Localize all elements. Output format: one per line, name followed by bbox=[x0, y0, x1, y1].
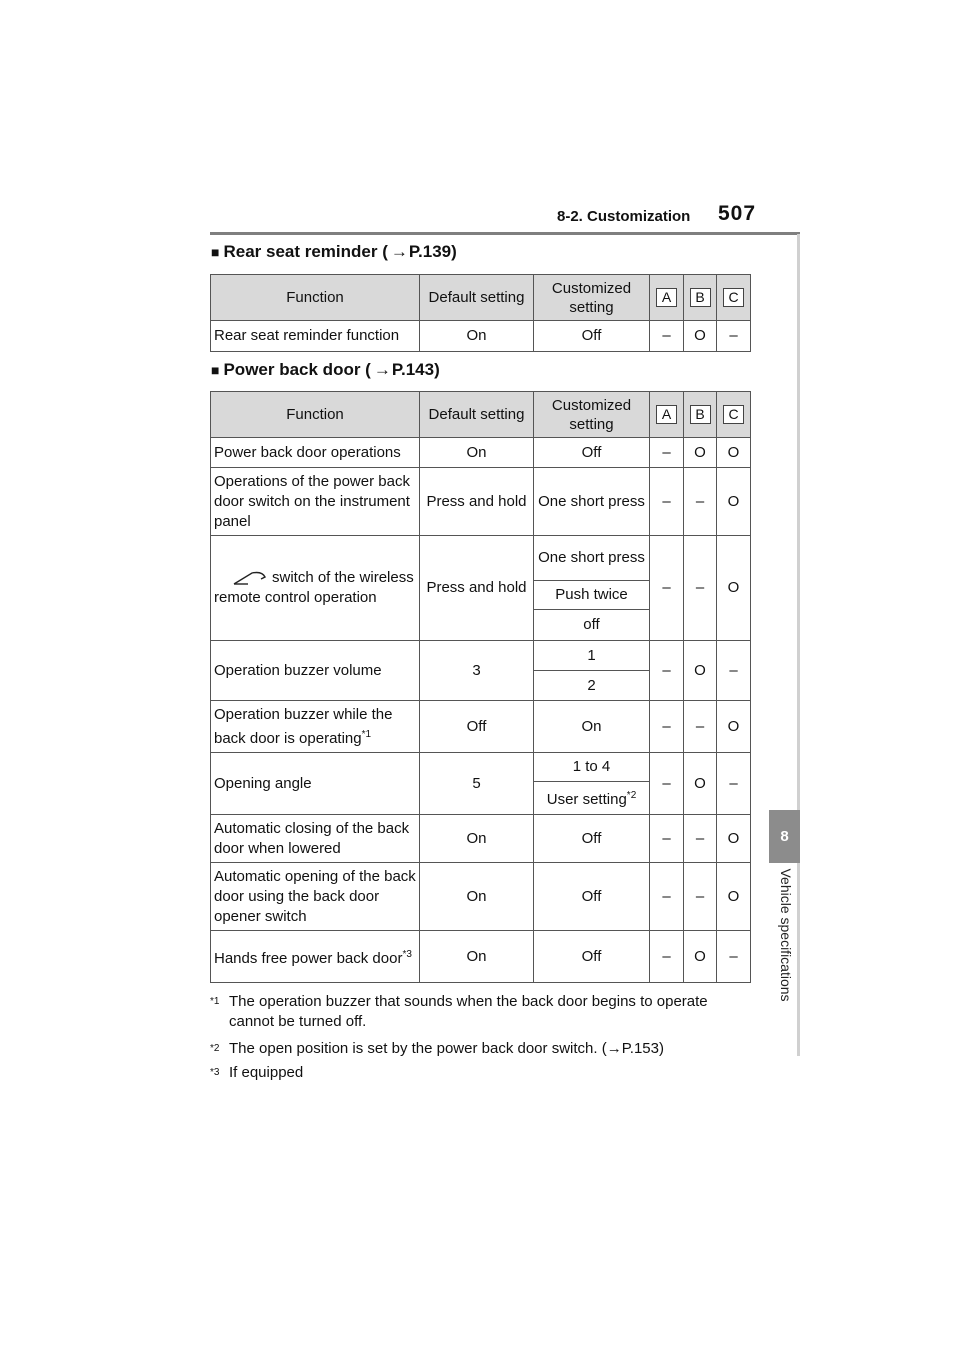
default-cell: On bbox=[420, 815, 534, 863]
table-header-row bbox=[211, 275, 751, 321]
footnote-mark: *3 bbox=[210, 1067, 220, 1078]
table-row bbox=[211, 753, 751, 782]
column-header-a bbox=[650, 392, 684, 438]
b-cell: O bbox=[684, 753, 717, 815]
table-header-row bbox=[211, 392, 751, 438]
b-cell: – bbox=[684, 815, 717, 863]
function-cell: Automatic closing of the back door when lowered bbox=[211, 815, 420, 863]
side-rule bbox=[797, 234, 800, 1056]
column-header-default: Default setting bbox=[420, 392, 534, 438]
square-bullet-icon: ■ bbox=[211, 244, 220, 260]
custom-cell: Off bbox=[534, 815, 650, 863]
function-cell: Operation buzzer volume bbox=[211, 641, 420, 701]
custom-cell: One short press bbox=[534, 536, 650, 581]
a-cell: – bbox=[650, 931, 684, 983]
a-cell: – bbox=[650, 321, 684, 352]
custom-cell: Off bbox=[534, 931, 650, 983]
a-cell: – bbox=[650, 468, 684, 536]
table-row bbox=[211, 931, 751, 983]
chapter-tab: 8 bbox=[769, 810, 800, 863]
footnote-text: If equipped bbox=[229, 1064, 304, 1081]
footnote-text-part: The open position is set by the power back door switch. ( bbox=[229, 1040, 607, 1057]
c-cell: – bbox=[717, 753, 751, 815]
b-cell: – bbox=[684, 468, 717, 536]
column-b-box: B bbox=[690, 405, 711, 424]
column-c-box: C bbox=[723, 288, 744, 307]
function-cell: Rear seat reminder function bbox=[211, 321, 420, 352]
a-cell: – bbox=[650, 536, 684, 641]
b-cell: – bbox=[684, 863, 717, 931]
column-header-customized: Customized setting bbox=[534, 392, 650, 438]
rear-seat-reminder-table bbox=[210, 274, 751, 352]
c-cell: O bbox=[717, 438, 751, 468]
arrow-icon: → bbox=[606, 1040, 622, 1057]
footnote-3 bbox=[210, 1063, 770, 1083]
arrow-icon: → bbox=[390, 242, 408, 261]
b-cell: O bbox=[684, 931, 717, 983]
arrow-icon: → bbox=[373, 360, 391, 379]
table-row bbox=[211, 468, 751, 536]
column-b-box: B bbox=[690, 288, 711, 307]
custom-cell: 1 to 4 bbox=[534, 753, 650, 782]
a-cell: – bbox=[650, 753, 684, 815]
section-title-power-back-door bbox=[211, 360, 440, 380]
custom-cell: 1 bbox=[534, 641, 650, 671]
default-cell: 3 bbox=[420, 641, 534, 701]
function-text: switch of the wireless remote control operation bbox=[214, 569, 414, 606]
b-cell: – bbox=[684, 701, 717, 753]
table-row bbox=[211, 641, 751, 671]
table-row bbox=[211, 863, 751, 931]
custom-cell: Off bbox=[534, 321, 650, 352]
default-cell: On bbox=[420, 321, 534, 352]
a-cell: – bbox=[650, 641, 684, 701]
footnote-text: The operation buzzer that sounds when the back door begins to operate cannot be turned off. bbox=[229, 993, 708, 1030]
column-header-b bbox=[684, 392, 717, 438]
table-row bbox=[211, 321, 751, 352]
column-header-function: Function bbox=[211, 275, 420, 321]
c-cell: – bbox=[717, 931, 751, 983]
function-cell bbox=[211, 931, 420, 983]
c-cell: O bbox=[717, 468, 751, 536]
c-cell: O bbox=[717, 701, 751, 753]
column-header-c bbox=[717, 392, 751, 438]
footnote-mark: *1 bbox=[210, 996, 220, 1007]
footnote-ref: *1 bbox=[361, 728, 372, 740]
a-cell: – bbox=[650, 815, 684, 863]
page-reference: P.139) bbox=[408, 242, 457, 261]
custom-cell: 2 bbox=[534, 671, 650, 701]
default-cell: On bbox=[420, 931, 534, 983]
section-header: 8-2. Customization bbox=[557, 208, 691, 225]
column-header-a bbox=[650, 275, 684, 321]
b-cell: – bbox=[684, 536, 717, 641]
column-header-default: Default setting bbox=[420, 275, 534, 321]
back-door-icon bbox=[232, 570, 268, 586]
column-header-c bbox=[717, 275, 751, 321]
function-cell: Operations of the power back door switch on the instrument panel bbox=[211, 468, 420, 536]
a-cell: – bbox=[650, 701, 684, 753]
footnote-2 bbox=[210, 1039, 770, 1059]
footnote-mark: *2 bbox=[210, 1043, 220, 1054]
table-row bbox=[211, 438, 751, 468]
custom-cell: off bbox=[534, 610, 650, 641]
page-number: 507 bbox=[718, 202, 757, 225]
footnote-text bbox=[210, 1039, 770, 1059]
function-cell bbox=[211, 536, 420, 641]
default-cell: Press and hold bbox=[420, 468, 534, 536]
c-cell: O bbox=[717, 863, 751, 931]
default-cell: 5 bbox=[420, 753, 534, 815]
table-row bbox=[211, 815, 751, 863]
table-row bbox=[211, 701, 751, 753]
function-text: Operation buzzer while the back door is operating bbox=[214, 705, 393, 747]
square-bullet-icon: ■ bbox=[211, 362, 220, 378]
section-title-rear-seat bbox=[211, 242, 457, 262]
column-a-box: A bbox=[656, 288, 677, 307]
function-cell: Opening angle bbox=[211, 753, 420, 815]
header-rule bbox=[210, 232, 800, 235]
b-cell: O bbox=[684, 321, 717, 352]
column-header-function: Function bbox=[211, 392, 420, 438]
function-cell bbox=[211, 701, 420, 753]
column-header-customized: Customized setting bbox=[534, 275, 650, 321]
c-cell: O bbox=[717, 536, 751, 641]
default-cell: On bbox=[420, 438, 534, 468]
function-cell: Automatic opening of the back door using the back door opener switch bbox=[211, 863, 420, 931]
function-cell: Power back door operations bbox=[211, 438, 420, 468]
footnote-page-ref: P.153) bbox=[621, 1040, 664, 1057]
power-back-door-table bbox=[210, 391, 751, 983]
default-cell: Off bbox=[420, 701, 534, 753]
custom-cell: Off bbox=[534, 438, 650, 468]
a-cell: – bbox=[650, 438, 684, 468]
b-cell: O bbox=[684, 438, 717, 468]
column-header-b bbox=[684, 275, 717, 321]
c-cell: O bbox=[717, 815, 751, 863]
function-text: Hands free power back door bbox=[214, 949, 403, 967]
custom-cell: One short press bbox=[534, 468, 650, 536]
a-cell: – bbox=[650, 863, 684, 931]
c-cell: – bbox=[717, 321, 751, 352]
custom-cell: Off bbox=[534, 863, 650, 931]
page-reference: P.143) bbox=[391, 360, 440, 379]
section-title-text: Rear seat reminder ( bbox=[223, 242, 388, 261]
footnote-ref: *3 bbox=[402, 948, 412, 960]
footnote-ref: *2 bbox=[626, 790, 637, 801]
custom-cell bbox=[534, 782, 650, 815]
column-c-box: C bbox=[723, 405, 744, 424]
table-row bbox=[211, 536, 751, 581]
footnote-1 bbox=[210, 992, 770, 1032]
default-cell: On bbox=[420, 863, 534, 931]
default-cell: Press and hold bbox=[420, 536, 534, 641]
custom-text: User setting bbox=[546, 791, 627, 808]
column-a-box: A bbox=[656, 405, 677, 424]
section-title-text: Power back door ( bbox=[223, 360, 371, 379]
custom-cell: Push twice bbox=[534, 581, 650, 610]
chapter-label: Vehicle specifications bbox=[778, 868, 794, 1002]
b-cell: O bbox=[684, 641, 717, 701]
custom-cell: On bbox=[534, 701, 650, 753]
c-cell: – bbox=[717, 641, 751, 701]
